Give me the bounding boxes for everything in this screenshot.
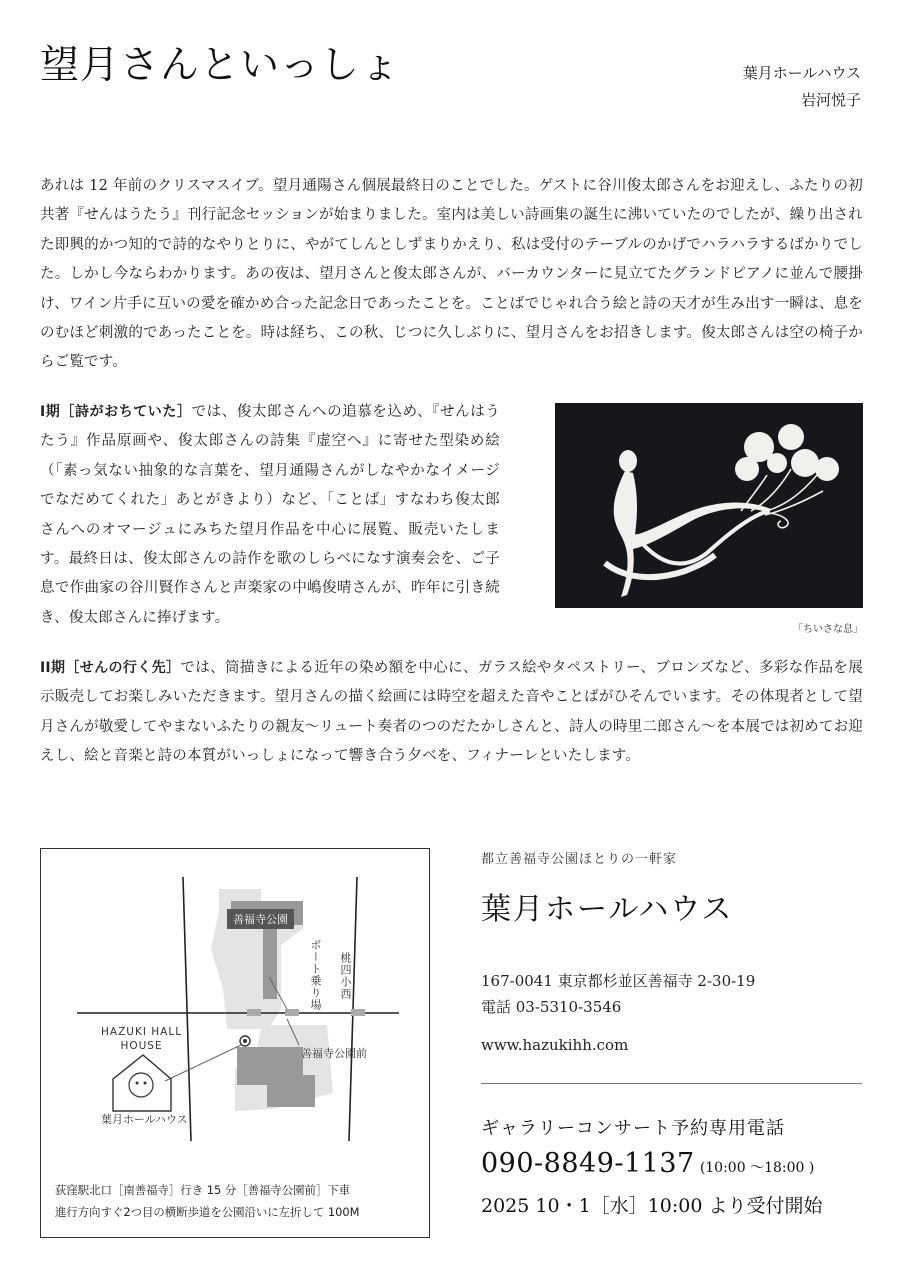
map-venue-name: 葉月ホールハウス: [101, 1113, 188, 1126]
map-park-label: 善福寺公園: [227, 909, 294, 929]
map-boat-label: ボート乗り場: [309, 939, 322, 1011]
period2-heading: II期［せんの行く先］: [40, 660, 181, 676]
map-road-west: [183, 877, 191, 1141]
venue-website-link[interactable]: www.hazukihh.com: [481, 1036, 629, 1054]
period1-body: では、俊太郎さんへの追慕を込め、『せんはうたう』作品原画や、俊太郎さんの詩集『虚空へ』に寄せた型染め絵（「素っ気ない抽象的な言葉を、望月通陽さんがしなやかなイメージでなだめてくれた」あとがきより）など、「ことば」すなわち俊太郎さんへのオマージュにみちた望月作品を中心に展覧、販売いたします。最終日は、俊太郎さんの詩作を歌のしらべになす演奏会を、ご子息で作曲家の谷川賢作さんと声楽家の中嶋俊晴さんが、昨年に引き続き、俊太郎さんに捧げます。: [40, 404, 500, 626]
venue-phone: 電話 03-5310-3546: [481, 998, 622, 1016]
reservation-open-date: 2025 10・1［水］10:00 より受付開始: [481, 1195, 823, 1217]
venue-address: 167-0041 東京都杉並区善福寺 2-30-19: [481, 972, 756, 990]
map-logo-line1: HAZUKI HALL: [101, 1026, 183, 1038]
concert-hours: (10:00 〜18:00 ): [699, 1160, 815, 1176]
artwork-illustration: [555, 403, 863, 608]
concert-title: ギャラリーコンサート予約専用電話: [481, 1118, 785, 1139]
section-divider: [481, 1083, 862, 1084]
artwork-caption: 「ちいさな息」: [793, 624, 863, 635]
map-bus-stop-label: 善福寺公園前: [301, 1047, 367, 1060]
directions-line1: 荻窪駅北口［南善福寺］行き 15 分［善福寺公園前］下車: [55, 1183, 351, 1197]
artwork-image: [555, 403, 863, 608]
venue-tagline: 都立善福寺公園ほとりの一軒家: [481, 852, 678, 867]
byline-author: 岩河悦子: [800, 91, 861, 109]
period2-body: では、筒描きによる近年の染め額を中心に、ガラス絵やタペストリー、ブロンズなど、多彩な作品を展示販売してお楽しみいただきます。望月さんの描く絵画には時空を超えた音やことばがひそんでいます。その体現者として望月さんが敬愛してやまないふたりの親友〜リュート奏者のつのだたかしさんと、詩人の時里二郎さん〜を本展では初めてお迎えし、絵と音楽と詩の本質がいっしょになって響き合う夕べを、フィナーレといたします。: [40, 660, 863, 765]
directions-line2: 進行方向すぐ2つ目の横断歩道を公園沿いに左折して 100M: [55, 1205, 360, 1219]
access-map: [40, 848, 430, 1238]
period2-paragraph: [40, 654, 863, 772]
period1-heading: I期［詩がおちていた］: [40, 404, 192, 420]
venue-logo: 葉月ホールハウス: [481, 892, 734, 927]
directions: [55, 1179, 359, 1223]
page-title: 望月さんといっしょ: [40, 43, 401, 88]
intro-paragraph: あれは 12 年前のクリスマスイブ。望月通陽さん個展最終日のことでした。ゲストに谷川俊太郎さんをお迎えし、ふたりの初共著『せんはうたう』刊行記念セッションが始まりました。室内は美しい詩画集の誕生に沸いていたのでしたが、繰り出された即興的かつ知的で詩的なやりとりに、やがてしんとしずまりかえり、私は受付のテーブルのかげでハラハラするばかりでした。しかし今ならわかります。あの夜は、望月さんと俊太郎さんが、バーカウンターに見立てたグランドピアノに並んで腰掛け、ワイン片手に互いの愛を確かめ合った記念日であったことを。ことばでじゃれ合う絵と詩の天才が生み出す一瞬は、息をのむほど刺激的であったことを。時は経ち、この秋、じつに久しぶりに、望月さんをお招きします。俊太郎さんは空の椅子からご覧です。: [40, 178, 863, 371]
concert-phone[interactable]: 090-8849-1137: [481, 1148, 695, 1179]
byline: [743, 60, 861, 114]
venue-contact: [481, 968, 755, 1020]
byline-venue: 葉月ホールハウス: [742, 64, 861, 82]
concert-phone-row: [481, 1148, 814, 1179]
map-logo-line2: HOUSE: [120, 1040, 163, 1052]
map-school-label: 桃四小西: [339, 952, 352, 1000]
map-venue-logo: [101, 1025, 182, 1053]
period1-paragraph: [40, 398, 500, 633]
